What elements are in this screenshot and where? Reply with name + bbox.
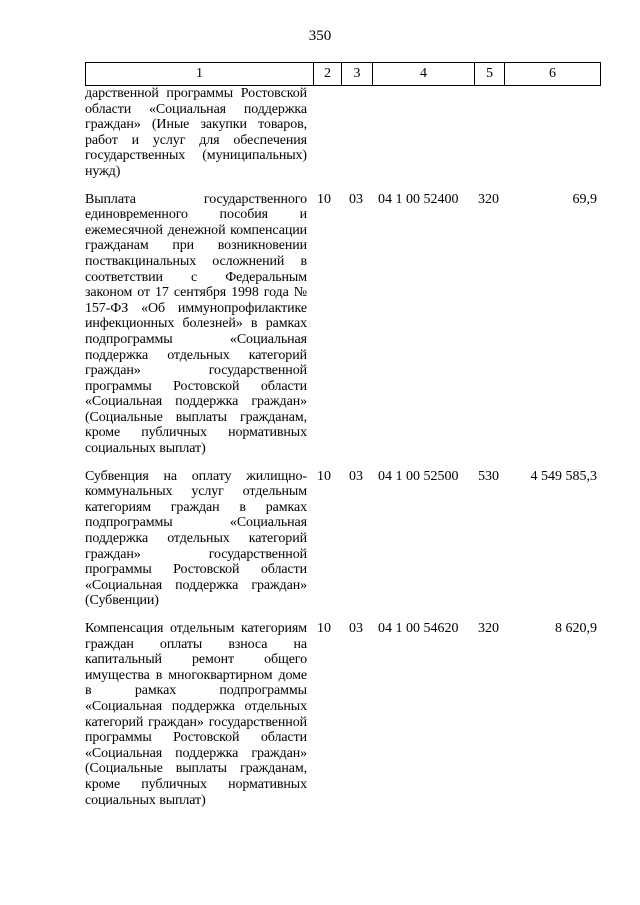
row-amount: 69,9 (572, 191, 597, 207)
row-expense-type: 320 (478, 621, 499, 636)
column-header-2: 2 (314, 63, 342, 86)
row-target-article: 04 1 00 52400 (378, 191, 459, 207)
column-header-5: 5 (475, 63, 505, 86)
row-section: 10 (317, 621, 331, 636)
row-amount: 4 549 585,3 (530, 468, 597, 484)
row-description: дарственной программы Ростовской области «Социальная поддержка граждан» (Иные закупки товаров, работ и услуг для обеспечения государственных (муниципальных) нужд) (85, 86, 307, 179)
column-header-table (85, 62, 601, 86)
row-subsection: 03 (349, 621, 363, 636)
table-row (85, 192, 605, 457)
row-section: 10 (317, 191, 331, 207)
row-description: Субвенция на оплату жилищно-коммунальных услуг отдельным категориям граждан в рамках подпрограммы «Социальная поддержка отдельных категорий граждан» государственной программы Ростовской области «Социальная поддержка граждан» (Субвенции) (85, 468, 307, 609)
row-subsection: 03 (349, 191, 363, 207)
budget-rows (85, 86, 605, 808)
table-row (85, 621, 605, 808)
row-description: Выплата государственного единовременного пособия и ежемесячной денежной компенсации гражданам при возникновении поствакцинальных осложнений в соответствии с Федеральным законом от 17 сентября 1998 года № 157-ФЗ «Об иммунопрофилактике инфекционных болезней» в рамках подпрограммы «Социальная поддержка отдельных категорий граждан» государственной программы Ростовской области «Социальная поддержка граждан» (Социальные выплаты гражданам, кроме публичных нормативных социальных выплат) (85, 191, 307, 457)
row-subsection: 03 (349, 468, 363, 484)
column-header-row (86, 63, 601, 86)
row-target-article: 04 1 00 52500 (378, 468, 459, 484)
row-description: Компенсация отдельным категориям граждан оплаты взноса на капитальный ремонт общего имущества в многоквартирном доме в рамках подпрограммы «Социальная поддержка отдельных категорий граждан» государственной программы Ростовской области «Социальная поддержка граждан» (Социальные выплаты гражданам, кроме публичных нормативных социальных выплат) (85, 621, 307, 808)
table-row (85, 86, 605, 180)
table-row (85, 469, 605, 609)
row-target-article: 04 1 00 54620 (378, 621, 459, 636)
row-section: 10 (317, 468, 331, 484)
row-expense-type: 320 (478, 191, 499, 207)
column-header-6: 6 (505, 63, 601, 86)
row-expense-type: 530 (478, 468, 499, 484)
column-header-1: 1 (86, 63, 314, 86)
column-header-3: 3 (342, 63, 373, 86)
column-header-4: 4 (373, 63, 475, 86)
row-amount: 8 620,9 (555, 621, 597, 636)
page-number: 350 (308, 28, 332, 44)
